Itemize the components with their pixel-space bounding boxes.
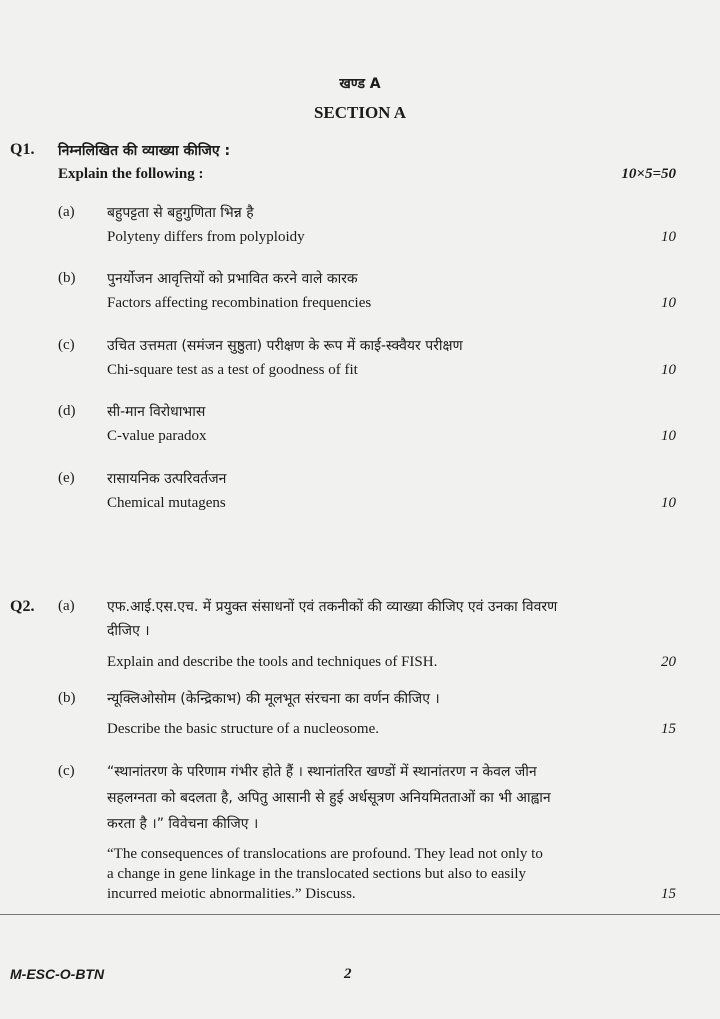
q2b-label: (b) xyxy=(58,690,76,706)
q2a-label: (a) xyxy=(58,598,75,614)
q2c-english-line2: a change in gene linkage in the translocated sections but also to easily xyxy=(107,866,527,882)
q2b-english: Describe the basic structure of a nucleosome. xyxy=(107,721,379,737)
q2b-marks: 15 xyxy=(661,721,676,737)
q1d-english: C-value paradox xyxy=(107,428,207,444)
q1c-hindi: उचित उत्तमता (समंजन सुष्ठुता) परीक्षण के रूप में काई-स्क्वैयर परीक्षण xyxy=(107,338,463,354)
footer-code: M-ESC-O-BTN xyxy=(10,966,105,982)
q1e-marks: 10 xyxy=(661,495,676,511)
q2a-english: Explain and describe the tools and techniques of FISH. xyxy=(107,654,438,670)
q2b-hindi: न्यूक्लिओसोम (केन्द्रिकाभ) की मूलभूत संरचना का वर्णन कीजिए । xyxy=(107,691,440,707)
footer-rule xyxy=(0,914,720,915)
q1c-english: Chi-square test as a test of goodness of fit xyxy=(107,362,358,378)
page-number: 2 xyxy=(344,966,352,982)
q2a-marks: 20 xyxy=(661,654,676,670)
section-hindi: खण्ड A xyxy=(339,76,381,92)
q1b-label: (b) xyxy=(58,270,76,286)
q2c-marks: 15 xyxy=(661,886,676,902)
q1b-marks: 10 xyxy=(661,295,676,311)
q1a-label: (a) xyxy=(58,204,75,220)
q2a-hindi-line2: दीजिए । xyxy=(107,623,150,639)
q1-instruction: Explain the following : xyxy=(58,166,204,182)
q2c-hindi-line1: “स्थानांतरण के परिणाम गंभीर होते हैं । स्थानांतरित खण्डों में स्थानांतरण न केवल जीन xyxy=(107,764,537,780)
q2a-hindi-line1: एफ.आई.एस.एच. में प्रयुक्त संसाधनों एवं तकनीकों की व्याख्या कीजिए एवं उनका विवरण xyxy=(107,599,558,615)
q1b-hindi: पुनर्योजन आवृत्तियों को प्रभावित करने वाले कारक xyxy=(107,271,358,287)
q1c-marks: 10 xyxy=(661,362,676,378)
q1e-hindi: रासायनिक उत्परिवर्तजन xyxy=(107,471,227,487)
q1e-english: Chemical mutagens xyxy=(107,495,226,511)
q1d-label: (d) xyxy=(58,403,76,419)
section-title: SECTION A xyxy=(313,103,407,122)
q1-number: Q1. xyxy=(10,141,35,158)
q1d-hindi: सी-मान विरोधाभास xyxy=(107,404,206,420)
q2c-hindi-line2: सहलग्नता को बदलता है, अपितु आसानी से हुई अर्धसूत्रण अनियमितताओं का भी आह्वान xyxy=(107,790,551,806)
q1e-label: (e) xyxy=(58,470,75,486)
q2-number: Q2. xyxy=(10,598,35,615)
q1a-english: Polyteny differs from polyploidy xyxy=(107,229,305,245)
q1a-hindi: बहुपट्टता से बहुगुणिता भिन्न है xyxy=(107,205,254,221)
q1c-label: (c) xyxy=(58,337,75,353)
q1d-marks: 10 xyxy=(661,428,676,444)
q1-instruction-hindi: निम्नलिखित की व्याख्या कीजिए : xyxy=(58,143,231,159)
q1a-marks: 10 xyxy=(661,229,676,245)
q2c-hindi-line3: करता है ।” विवेचना कीजिए । xyxy=(107,816,259,832)
q1b-english: Factors affecting recombination frequencies xyxy=(107,295,372,311)
q1-marks: 10×5=50 xyxy=(621,166,676,182)
q2c-label: (c) xyxy=(58,763,75,779)
q2c-english-line3: incurred meiotic abnormalities.” Discuss. xyxy=(107,886,356,902)
q2c-english-line1: “The consequences of translocations are profound. They lead not only to xyxy=(107,846,543,862)
